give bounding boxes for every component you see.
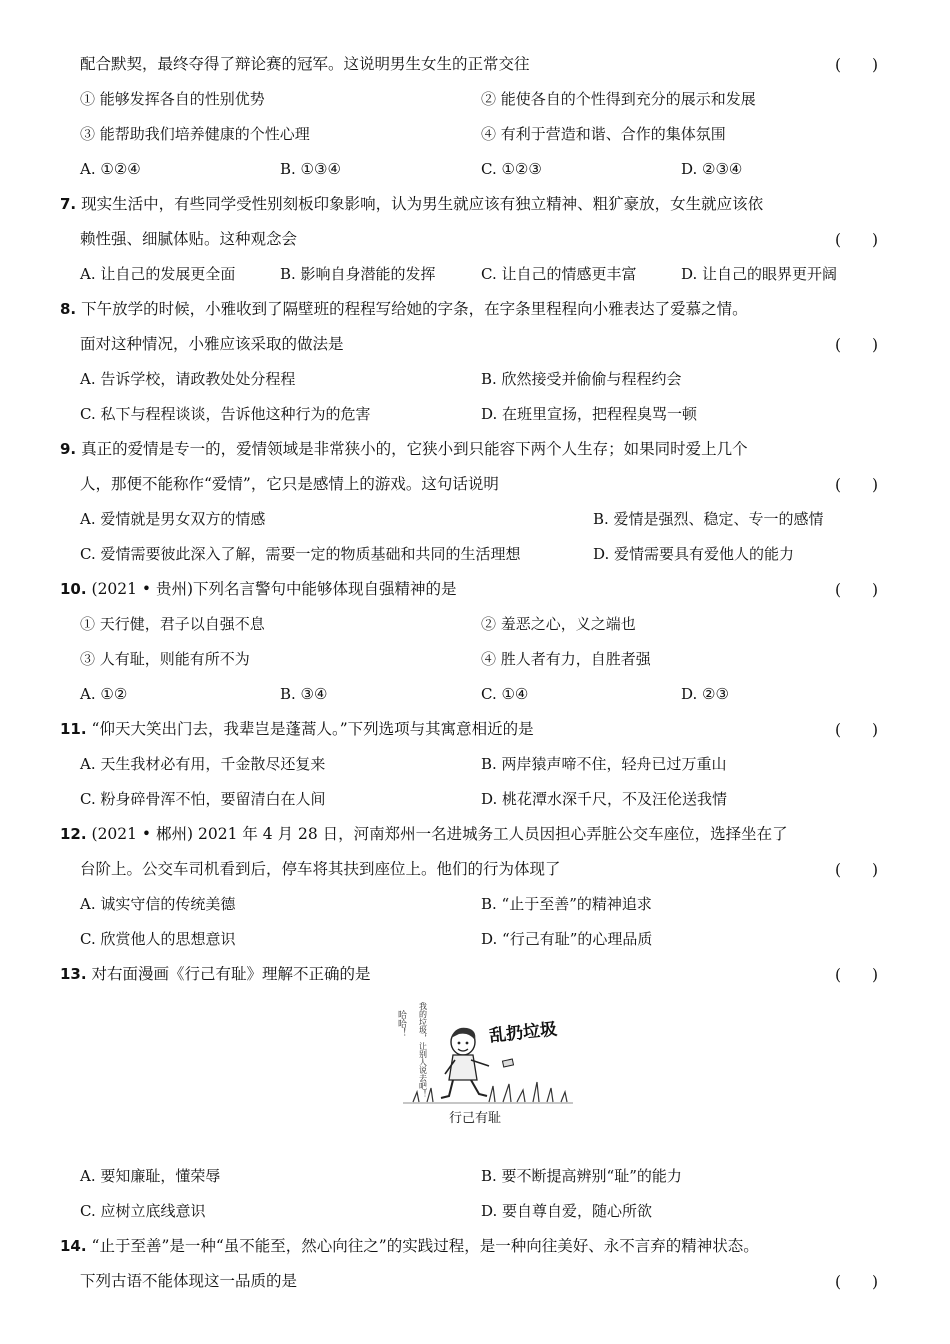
q10-statement-1: ① 天行健，君子以自强不息 <box>80 615 265 633</box>
q12-option-b: B. “止于至善”的精神追求 <box>481 895 652 913</box>
q10-statement-2: ② 羞恶之心，义之端也 <box>481 615 636 633</box>
trash-item-shape <box>502 1059 513 1067</box>
q11-option-d: D. 桃花潭水深千尺，不及汪伦送我情 <box>481 790 728 808</box>
q6-statement-2: ② 能使各自的个性得到充分的展示和发展 <box>481 90 756 108</box>
q14-stem-line1: “止于至善”是一种“虽不能至，然心向往之”的实践过程，是一种向往美好、永不言弃的精神状态。 <box>91 1237 759 1255</box>
q9-option-c: C. 爱情需要彼此深入了解，需要一定的物质基础和共同的生活理想 <box>80 545 521 563</box>
q6-option-a: A. ①②④ <box>80 160 141 178</box>
q14-answer-paren: ( ) <box>835 1273 879 1291</box>
q12-option-c: C. 欣赏他人的思想意识 <box>80 930 236 948</box>
q8-stem-line1: 下午放学的时候，小雅收到了隔壁班的程程写给她的字条，在字条里程程向小雅表达了爱慕之情。 <box>81 300 748 318</box>
cartoon-caption: 行己有耻 <box>449 1111 502 1126</box>
q7-stem-line1: 现实生活中，有些同学受性别刻板印象影响，认为男生就应该有独立精神、粗犷豪放，女生就应该依 <box>81 195 764 213</box>
q9-stem-line1: 真正的爱情是专一的，爱情领域是非常狭小的，它狭小到只能容下两个人生存；如果同时爱上几个 <box>81 440 748 458</box>
q11-answer-paren: ( ) <box>835 721 879 739</box>
q6-option-b: B. ①③④ <box>280 160 341 178</box>
q6-statement-4: ④ 有利于营造和谐、合作的集体氛围 <box>481 125 726 143</box>
q7-question <box>60 193 763 215</box>
q10-stem-line1: (2021 • 贵州)下列名言警句中能够体现自强精神的是 <box>91 580 457 598</box>
q13-option-c: C. 应树立底线意识 <box>80 1202 206 1220</box>
q6-statement-1: ① 能够发挥各自的性别优势 <box>80 90 265 108</box>
q7-option-b: B. 影响自身潜能的发挥 <box>280 265 436 283</box>
q13-number: 13. <box>60 965 87 983</box>
q6-option-d: D. ②③④ <box>681 160 743 178</box>
cartoon-speech-2: 我的垃圾，让别人说去吧！ <box>418 1002 428 1098</box>
q10-option-c: C. ①④ <box>481 685 529 703</box>
q14-question <box>60 1235 759 1257</box>
q12-question <box>60 823 788 845</box>
q7-stem-line2: 赖性强、细腻体贴。这种观念会 <box>80 230 298 248</box>
q8-option-b: B. 欣然接受并偷偷与程程约会 <box>481 370 682 388</box>
q7-number: 7. <box>60 195 77 213</box>
q6-answer-paren: ( ) <box>835 56 879 74</box>
q14-number: 14. <box>60 1237 87 1255</box>
q13-stem-line1: 对右面漫画《行己有耻》理解不正确的是 <box>91 965 371 983</box>
q8-stem-line2: 面对这种情况，小雅应该采取的做法是 <box>80 335 344 353</box>
q9-question <box>60 438 748 460</box>
q7-answer-paren: ( ) <box>835 231 879 249</box>
q7-option-c: C. 让自己的情感更丰富 <box>481 265 637 283</box>
q10-answer-paren: ( ) <box>835 581 879 599</box>
q12-stem-line2: 台阶上。公交车司机看到后，停车将其扶到座位上。他们的行为体现了 <box>80 860 561 878</box>
q12-answer-paren: ( ) <box>835 861 879 879</box>
q14-stem-line2: 下列古语不能体现这一品质的是 <box>80 1272 298 1290</box>
q9-answer-paren: ( ) <box>835 476 879 494</box>
q10-number: 10. <box>60 580 87 598</box>
q7-option-a: A. 让自己的发展更全面 <box>80 265 236 283</box>
q10-statement-3: ③ 人有耻，则能有所不为 <box>80 650 250 668</box>
q9-option-d: D. 爱情需要具有爱他人的能力 <box>593 545 795 563</box>
q8-question <box>60 298 748 320</box>
cartoon-speech-1: 哈哈！ <box>396 1010 406 1037</box>
q10-option-b: B. ③④ <box>280 685 328 703</box>
q8-number: 8. <box>60 300 77 318</box>
q11-stem-line1: “仰天大笑出门去，我辈岂是蓬蒿人。”下列选项与其寓意相近的是 <box>91 720 534 738</box>
grass-shape <box>413 1082 567 1102</box>
q10-statement-4: ④ 胜人者有力，自胜者强 <box>481 650 651 668</box>
q13-option-d: D. 要自尊自爱，随心所欲 <box>481 1202 653 1220</box>
q11-option-a: A. 天生我材必有用，千金散尽还复来 <box>80 755 326 773</box>
q10-option-a: A. ①② <box>80 685 128 703</box>
q12-number: 12. <box>60 825 87 843</box>
q9-option-a: A. 爱情就是男女双方的情感 <box>80 510 266 528</box>
q10-option-d: D. ②③ <box>681 685 729 703</box>
q6-statement-3: ③ 能帮助我们培养健康的个性心理 <box>80 125 310 143</box>
q13-question <box>60 963 371 985</box>
q11-option-b: B. 两岸猿声啼不住，轻舟已过万重山 <box>481 755 727 773</box>
q8-option-d: D. 在班里宣扬，把程程臭骂一顿 <box>481 405 698 423</box>
q8-option-c: C. 私下与程程谈谈，告诉他这种行为的危害 <box>80 405 371 423</box>
q9-stem-line2: 人，那便不能称作“爱情”，它只是感情上的游戏。这句话说明 <box>80 475 499 493</box>
q6-option-c: C. ①②③ <box>481 160 542 178</box>
boy-body-shape <box>449 1055 477 1080</box>
q13-answer-paren: ( ) <box>835 966 879 984</box>
cartoon-title: 乱扔垃圾 <box>488 1019 558 1047</box>
q13-option-b: B. 要不断提高辨别“耻”的能力 <box>481 1167 682 1185</box>
q11-number: 11. <box>60 720 87 738</box>
cartoon-drawing <box>393 996 578 1106</box>
q7-option-d: D. 让自己的眼界更开阔 <box>681 265 838 283</box>
q11-question <box>60 718 534 740</box>
q13-option-a: A. 要知廉耻，懂荣辱 <box>80 1167 221 1185</box>
q9-number: 9. <box>60 440 77 458</box>
q8-answer-paren: ( ) <box>835 336 879 354</box>
q12-option-a: A. 诚实守信的传统美德 <box>80 895 236 913</box>
q11-option-c: C. 粉身碎骨浑不怕，要留清白在人间 <box>80 790 326 808</box>
q9-option-b: B. 爱情是强烈、稳定、专一的感情 <box>593 510 824 528</box>
q10-question <box>60 578 457 600</box>
q12-option-d: D. “行己有耻”的心理品质 <box>481 930 653 948</box>
q12-stem-line1: (2021 • 郴州) 2021 年 4 月 28 日，河南郑州一名进城务工人员因担心弄脏公交车座位，选择坐在了 <box>91 825 788 843</box>
q6-stem: 配合默契，最终夺得了辩论赛的冠军。这说明男生女生的正常交往 <box>80 55 530 73</box>
q8-option-a: A. 告诉学校，请政教处处分程程 <box>80 370 296 388</box>
